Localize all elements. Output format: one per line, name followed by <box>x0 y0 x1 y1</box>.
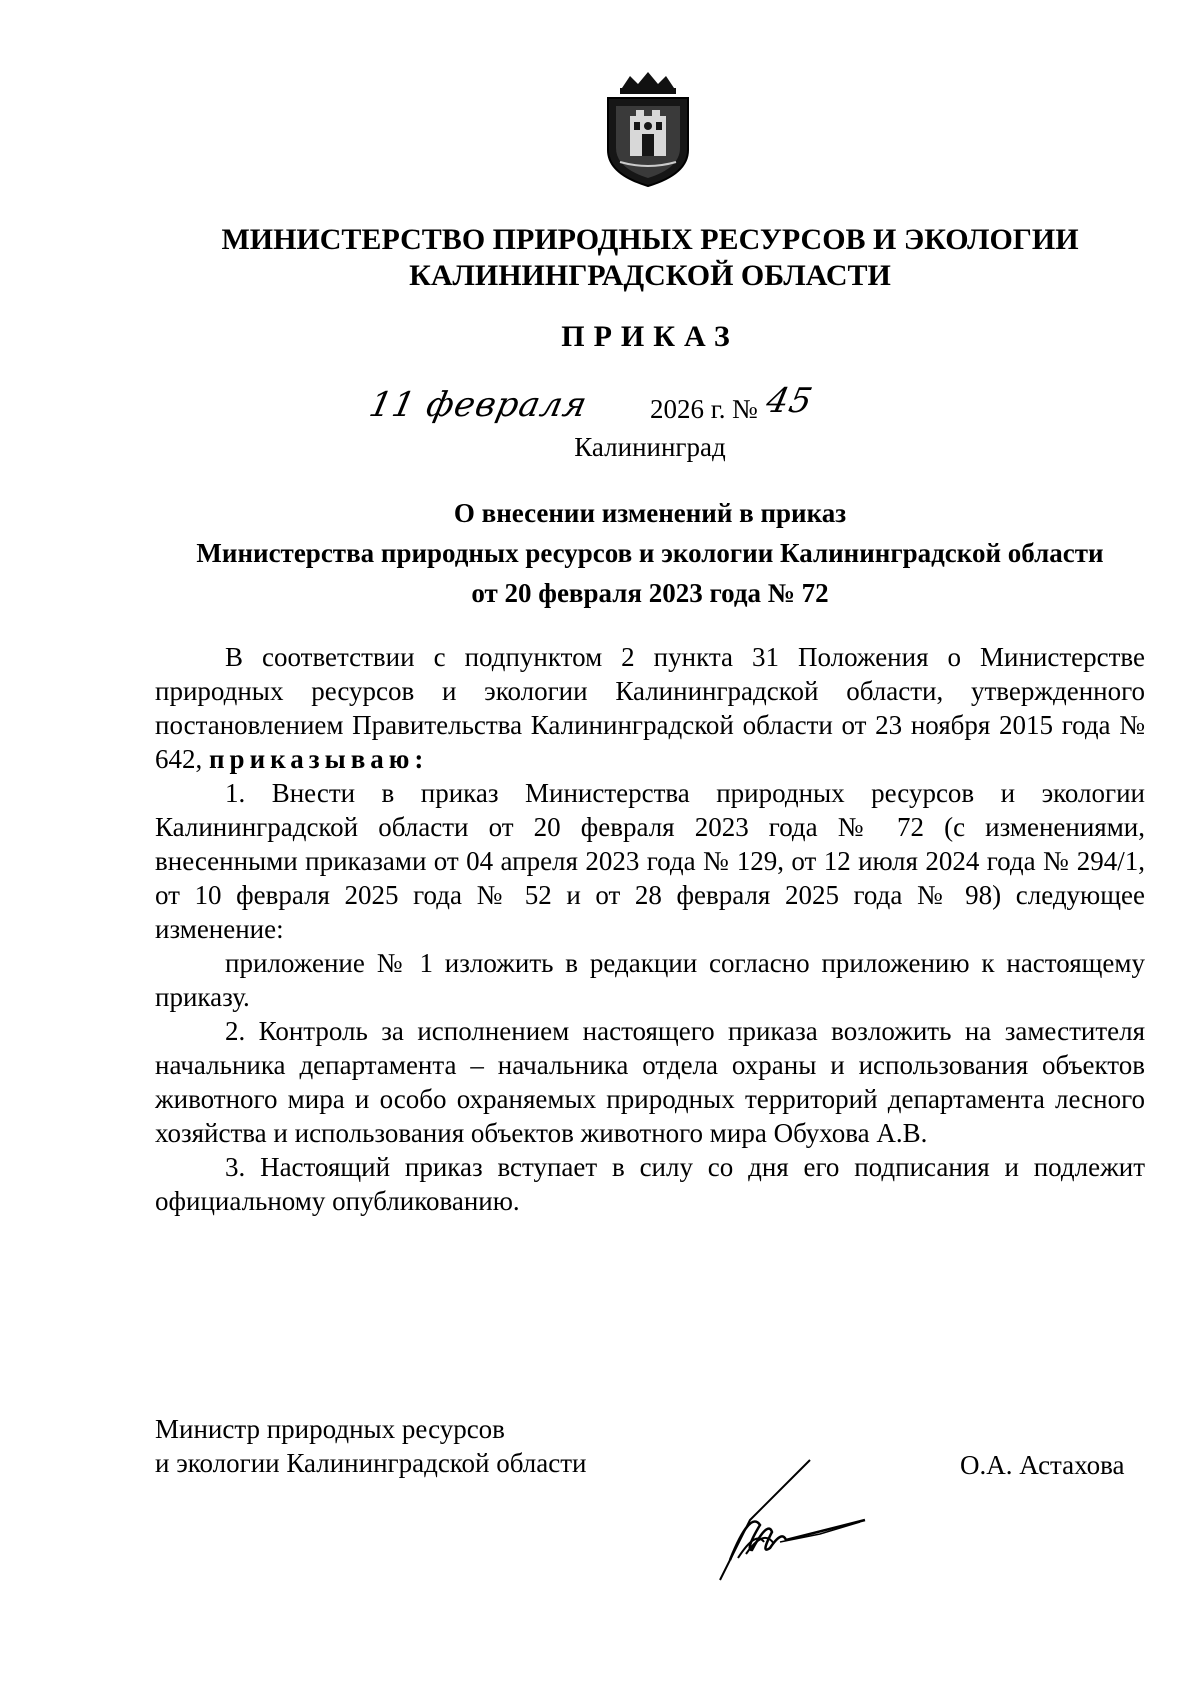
prikazyvayu-keyword: приказываю: <box>209 744 429 774</box>
item-1: 1. Внести в приказ Министерства природных ресурсов и экологии Калининградской области от 20 февраля 2023 года № 72 (с изменениями, внесенными приказами от 04 апреля 2023 года № 129, от 12 июля 2024 года № 294/1, от 10 февраля 2025 года № 52 и от 28 февраля 2025 года № 98) следующее изменение: <box>155 778 1145 944</box>
order-dateline <box>150 381 1150 428</box>
item-3: 3. Настоящий приказ вступает в силу со дня его подписания и подлежит официальному опубликованию. <box>155 1152 1145 1216</box>
handwritten-date: 11 февраля <box>365 385 592 425</box>
order-city: Калининград <box>574 432 726 462</box>
position-line-2: и экологии Калининградской области <box>155 1448 587 1478</box>
order-year: 2026 г. <box>650 394 726 424</box>
subject-line-1: О внесении изменений в приказ <box>453 498 847 528</box>
position-line-1: Министр природных ресурсов <box>155 1414 505 1444</box>
item-2: 2. Контроль за исполнением настоящего приказа возложить на заместителя начальника департамента – начальника отдела охраны и использования объектов животного мира и особо охраняемых природных территорий департамента лесного хозяйства и использования объектов животного мира Обухова А.В. <box>155 1016 1145 1148</box>
subject-line-3: от 20 февраля 2023 года № 72 <box>471 578 829 608</box>
subject-line-2: Министерства природных ресурсов и экологии Калининградской области <box>196 538 1104 568</box>
order-subject <box>160 493 1140 613</box>
preamble-text: В соответствии с подпунктом 2 пункта 31 Положения о Министерстве природных ресурсов и экологии Калининградской области, утвержденного постановлением Правительства Калининградской области от 23 ноября 2015 года № 642, <box>155 642 1145 774</box>
signatory-position <box>155 1412 675 1480</box>
ministry-line-2: КАЛИНИНГРАДСКОЙ ОБЛАСТИ <box>409 259 891 292</box>
handwritten-signature <box>690 1450 910 1590</box>
item-1-change: приложение № 1 изложить в редакции согласно приложению к настоящему приказу. <box>155 948 1145 1012</box>
order-body <box>155 640 1145 1218</box>
handwritten-number: 45 <box>762 381 817 421</box>
order-title: ПРИКАЗ <box>561 320 739 353</box>
ministry-line-1: МИНИСТЕРСТВО ПРИРОДНЫХ РЕСУРСОВ И ЭКОЛОГИИ <box>221 223 1079 256</box>
number-sign: № <box>732 394 758 424</box>
signatory-name: О.А. Астахова <box>960 1450 1125 1480</box>
ministry-name <box>150 222 1150 294</box>
preamble-paragraph <box>155 640 1145 776</box>
coat-of-arms-emblem <box>600 70 696 188</box>
